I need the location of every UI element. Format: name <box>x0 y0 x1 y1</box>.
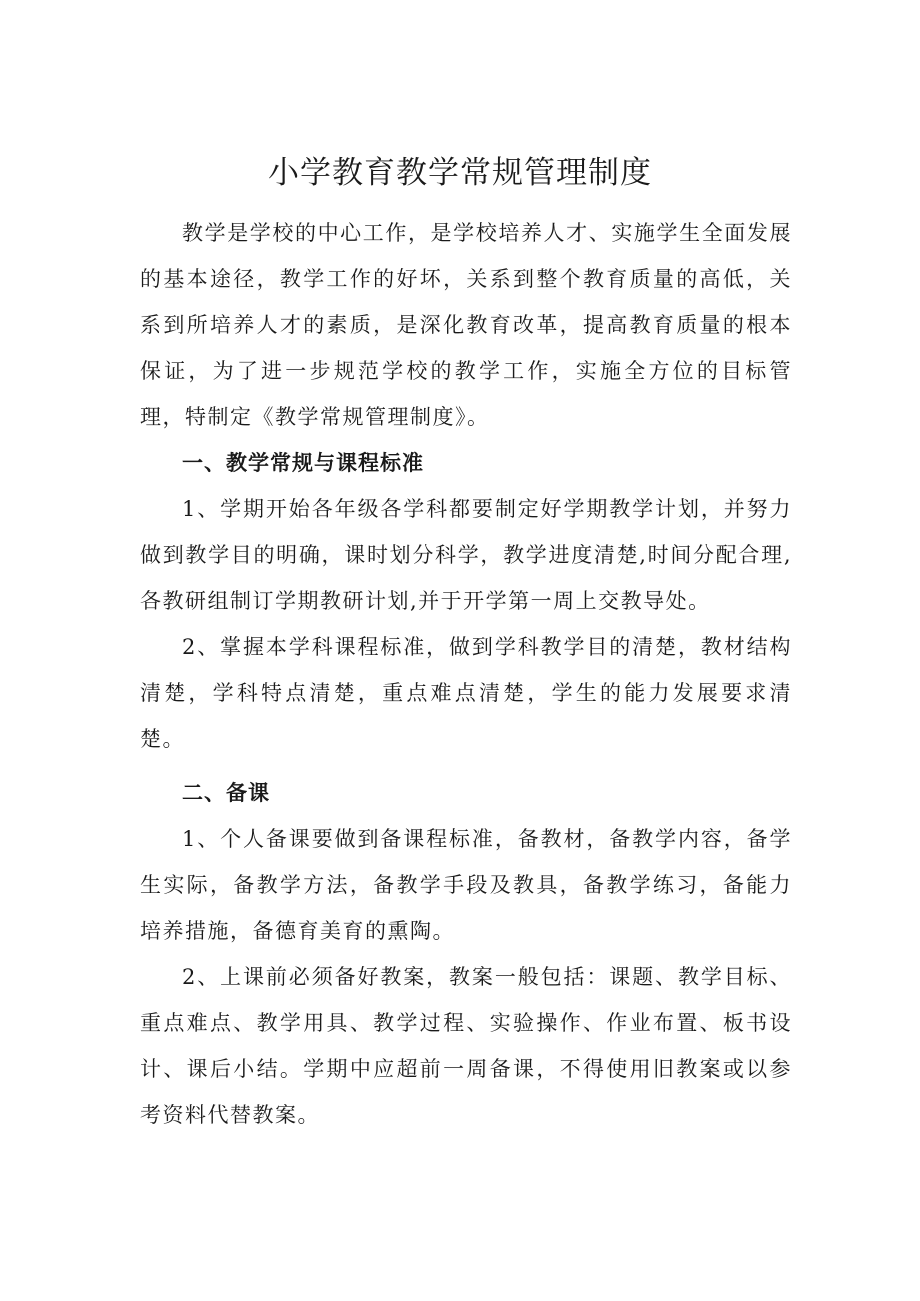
section-heading: 一、教学常规与课程标准 <box>182 451 424 475</box>
section-heading: 二、备课 <box>182 781 270 805</box>
section-paragraph: 1、学期开始各年级各学科都要制定好学期教学计划，并努力做到教学目的明确，课时划分科学，教学进度清楚,时间分配合理,各教研组制订学期教研计划,并于开学第一周上交教导处。 <box>140 497 792 613</box>
section-2 <box>140 770 792 1138</box>
document-body <box>140 210 792 1138</box>
section-gap <box>140 762 792 770</box>
section-paragraph: 1、个人备课要做到备课程标准，备教材，备教学内容，备学生实际，备教学方法，备教学手段及教具，备教学练习，备能力培养措施，备德育美育的熏陶。 <box>140 827 792 943</box>
section-paragraph: 2、掌握本学科课程标准，做到学科教学目的清楚，教材结构清楚，学科特点清楚，重点难点清楚，学生的能力发展要求清楚。 <box>140 635 792 751</box>
section-paragraph: 2、上课前必须备好教案，教案一般包括：课题、教学目标、重点难点、教学用具、教学过程、实验操作、作业布置、板书设计、课后小结。学期中应超前一周备课，不得使用旧教案或以参考资料代替教案。 <box>140 965 792 1127</box>
intro-paragraph: 教学是学校的中心工作，是学校培养人才、实施学生全面发展的基本途径，教学工作的好坏，关系到整个教育质量的高低，关系到所培养人才的素质，是深化教育改革，提高教育质量的根本保证，为了进一步规范学校的教学工作，实施全方位的目标管理，特制定《教学常规管理制度》。 <box>140 221 792 429</box>
document-title: 小学教育教学常规管理制度 <box>268 154 652 191</box>
section-1 <box>140 440 792 762</box>
